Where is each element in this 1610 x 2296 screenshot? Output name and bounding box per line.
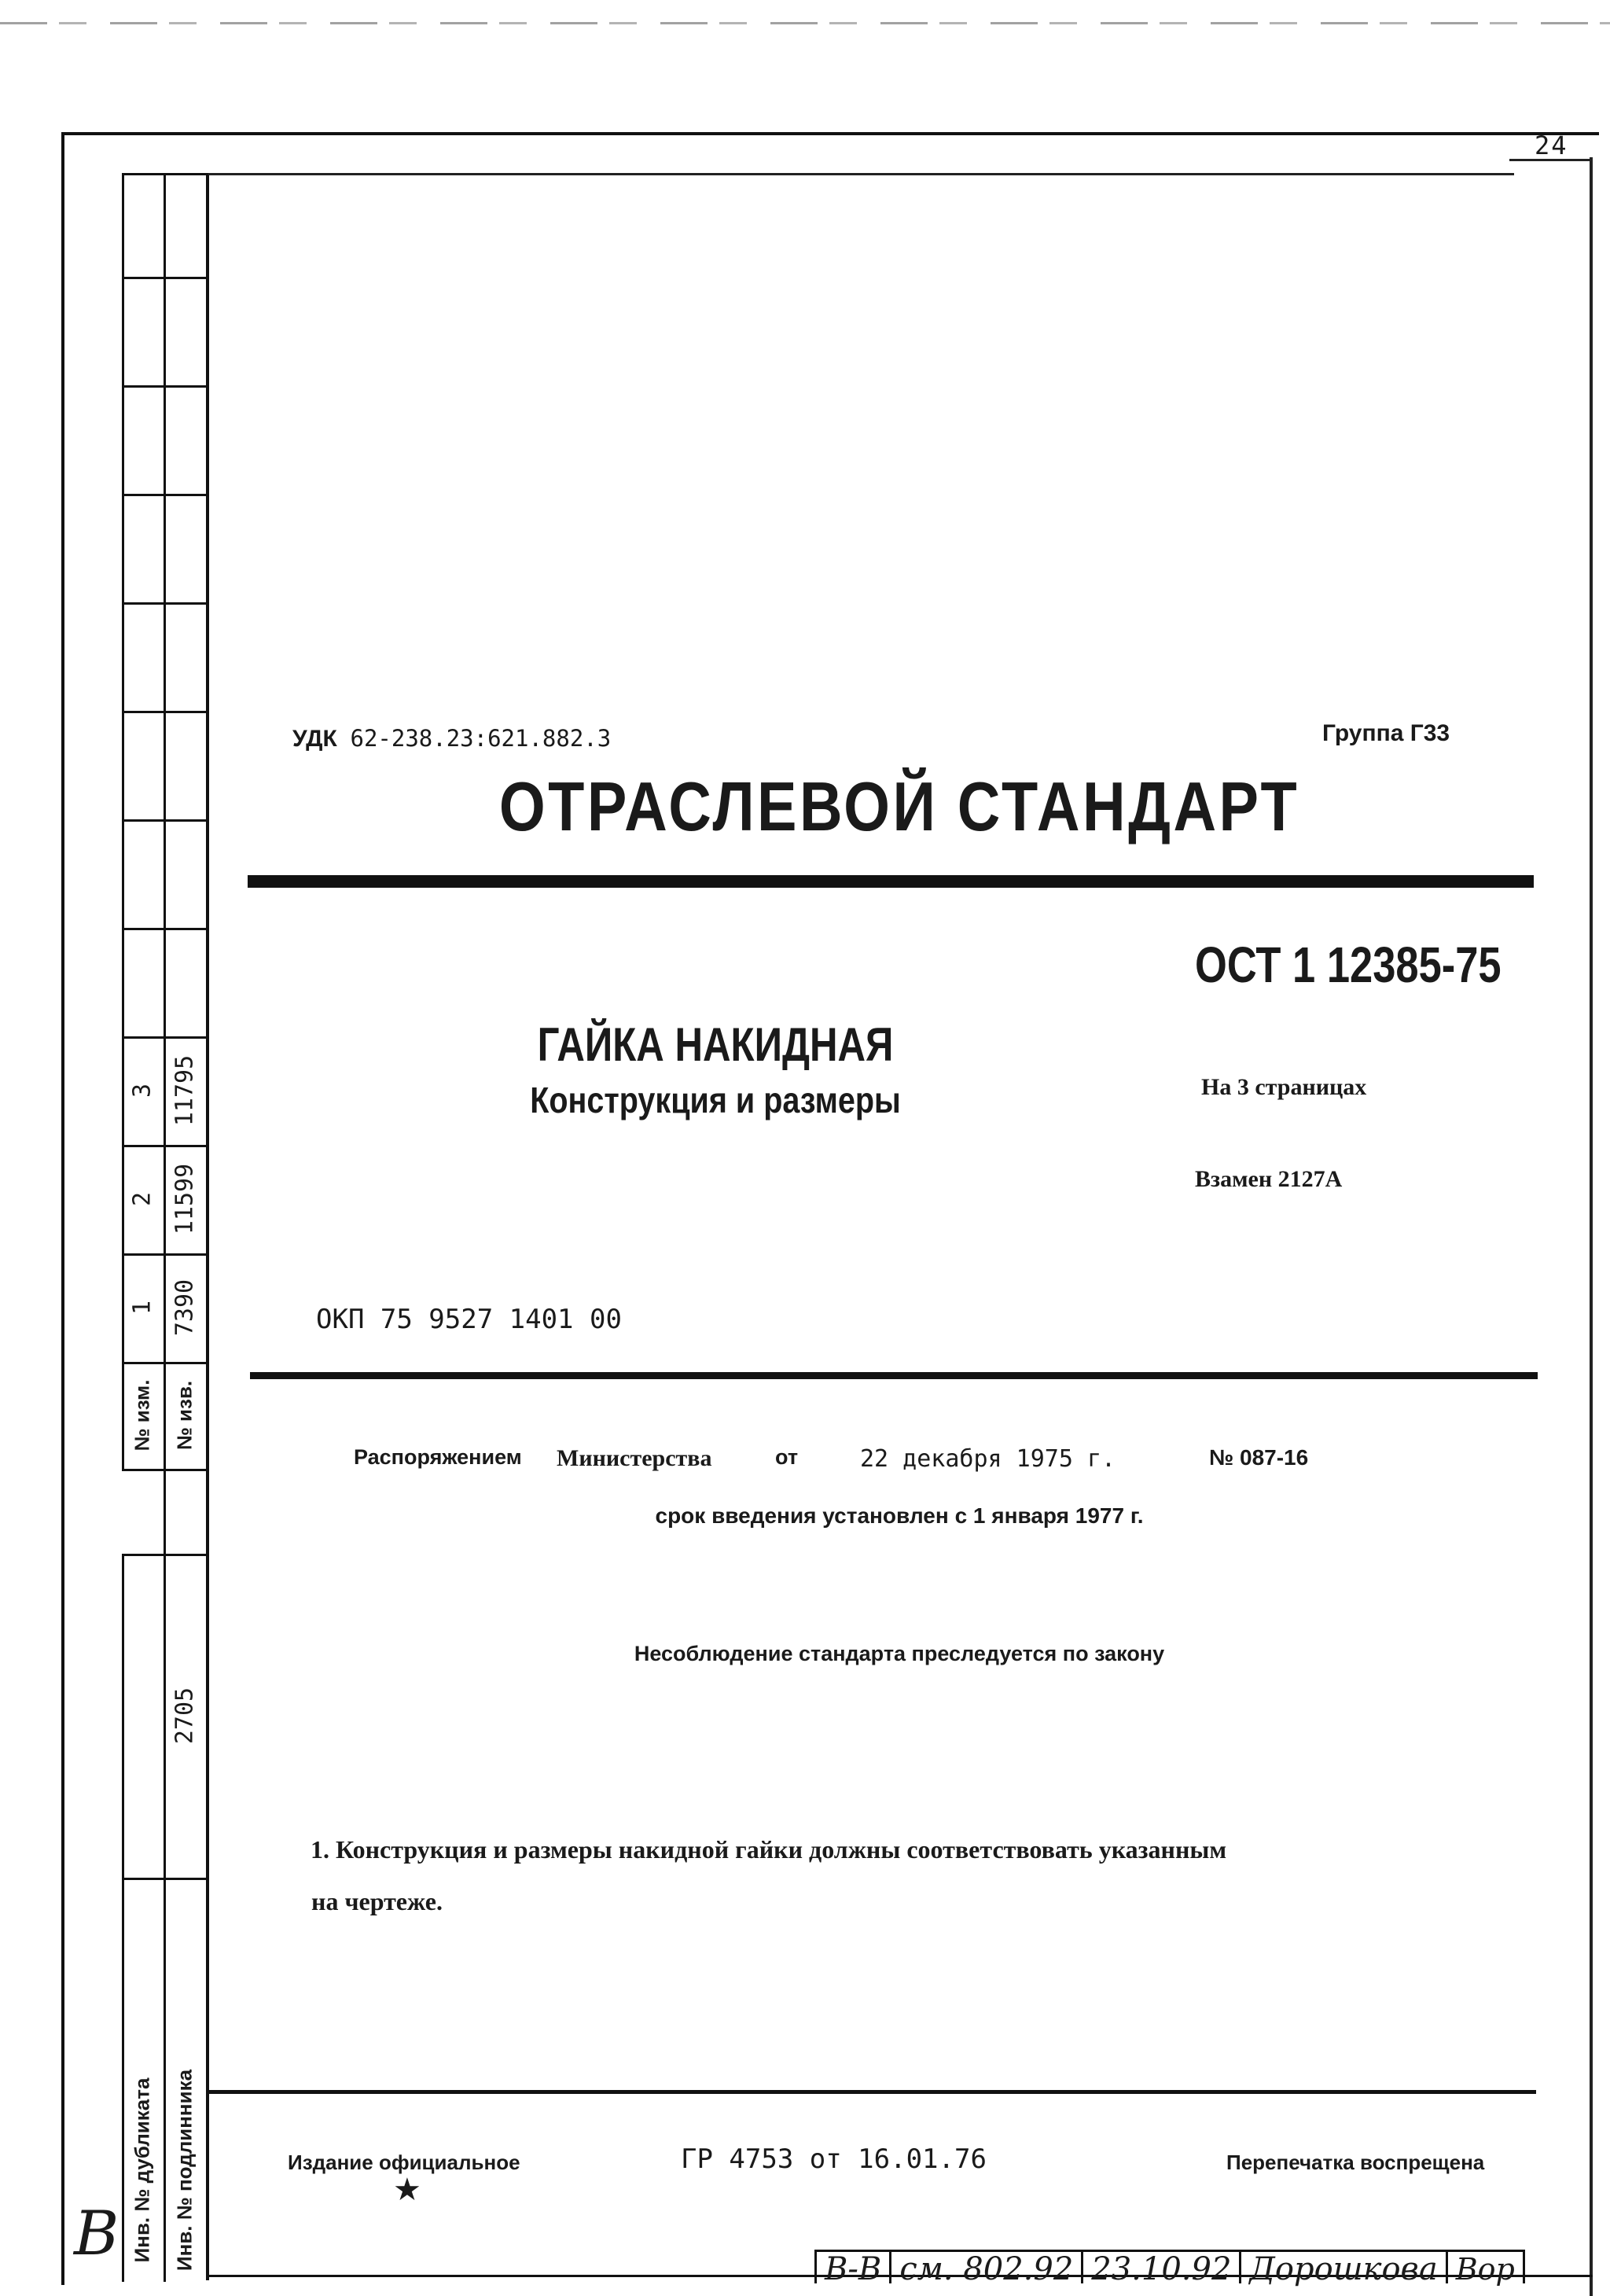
strip-line [122, 928, 208, 930]
strip-line [122, 1145, 208, 1147]
handwritten-signature: Вор [1455, 2252, 1515, 2287]
udc-line [292, 725, 611, 752]
footer-divider [206, 2090, 1536, 2094]
strip-line [122, 494, 208, 496]
strip-line [122, 277, 208, 279]
thick-divider [248, 875, 1534, 888]
change-doc-header: № изв. [172, 1380, 197, 1451]
change-number-2: 2 [128, 1191, 156, 1207]
strip-line [122, 1878, 208, 1880]
duplicate-inventory-label: Инв. № дубликата [130, 2077, 154, 2263]
okp-code: ОКП 75 9527 1401 00 [316, 1304, 622, 1335]
original-inventory-label: Инв. № подлинника [172, 2069, 197, 2272]
scan-artifact [0, 22, 1610, 24]
change-doc-2: 11599 [171, 1163, 199, 1235]
decree-by-order: Распоряжением [354, 1445, 522, 1469]
outer-frame [61, 132, 1599, 2285]
revision-strip [122, 173, 208, 2282]
stamp-cell: Дорошкова [1241, 2252, 1447, 2283]
strip-line [122, 1036, 208, 1039]
official-edition: Издание официальное [288, 2151, 520, 2174]
decree-number: № 087-16 [1209, 1445, 1309, 1470]
change-number-header: № изм. [130, 1379, 154, 1452]
strip-line [122, 711, 208, 713]
legal-notice: Несоблюдение стандарта преследуется по закону [634, 1642, 1165, 1665]
item-subtitle: Конструкция и размеры [530, 1080, 901, 1120]
ost-number: ОСТ 1 12385-75 [1195, 936, 1502, 993]
effective-date: срок введения установлен с 1 января 1977 г. [655, 1503, 1144, 1528]
strip-line [122, 1362, 208, 1364]
decree-from: от [775, 1445, 799, 1469]
change-number-3: 3 [128, 1083, 156, 1098]
frame-right-edge [1590, 157, 1593, 2296]
page-number: 24 [1535, 131, 1568, 160]
udc-code: 62-238.23:621.882.3 [350, 725, 612, 752]
replaces-standard: Взамен 2127А [1195, 1166, 1343, 1192]
paragraph-1-continued: на чертеже. [311, 1887, 443, 1915]
change-number-1: 1 [128, 1300, 156, 1315]
change-doc-3: 11795 [171, 1054, 199, 1127]
stamp-cell: В-В [817, 2252, 891, 2283]
main-frame-top [206, 173, 1514, 175]
paragraph-1: 1. Конструкция и размеры накидной гайки должны соответствовать указанным [311, 1835, 1227, 1864]
stamp-cell: 23.10.92 [1083, 2252, 1241, 2283]
udc-label: УДК [292, 726, 337, 752]
decree-ministry: Министерства [557, 1445, 712, 1471]
strip-line [122, 1253, 208, 1256]
strip-line [122, 819, 208, 822]
strip-line [122, 173, 208, 175]
stamp-cell: см. 802.92 [891, 2252, 1083, 2283]
original-inventory-number: 2705 [171, 1687, 199, 1745]
star-icon: ★ [393, 2173, 421, 2207]
group-code: Группа Г33 [1322, 720, 1450, 746]
strip-line [122, 602, 208, 605]
decree-date: 22 декабря 1975 г. [860, 1445, 1116, 1473]
reprint-prohibited: Перепечатка воспрещена [1226, 2151, 1485, 2174]
middle-divider [250, 1372, 1538, 1379]
page-count: На 3 страницах [1201, 1074, 1367, 1100]
handwritten-letter: В [74, 2198, 119, 2269]
strip-column-1 [122, 173, 166, 1470]
standard-type-title: ОТРАСЛЕВОЙ СТАНДАРТ [498, 767, 1300, 845]
strip-line [122, 385, 208, 388]
item-title: ГАЙКА НАКИДНАЯ [537, 1018, 894, 1071]
strip-line [122, 1469, 208, 1471]
strip-line [122, 1554, 208, 1556]
registration-number: ГР 4753 от 16.01.76 [681, 2143, 987, 2175]
change-doc-1: 7390 [171, 1279, 199, 1337]
